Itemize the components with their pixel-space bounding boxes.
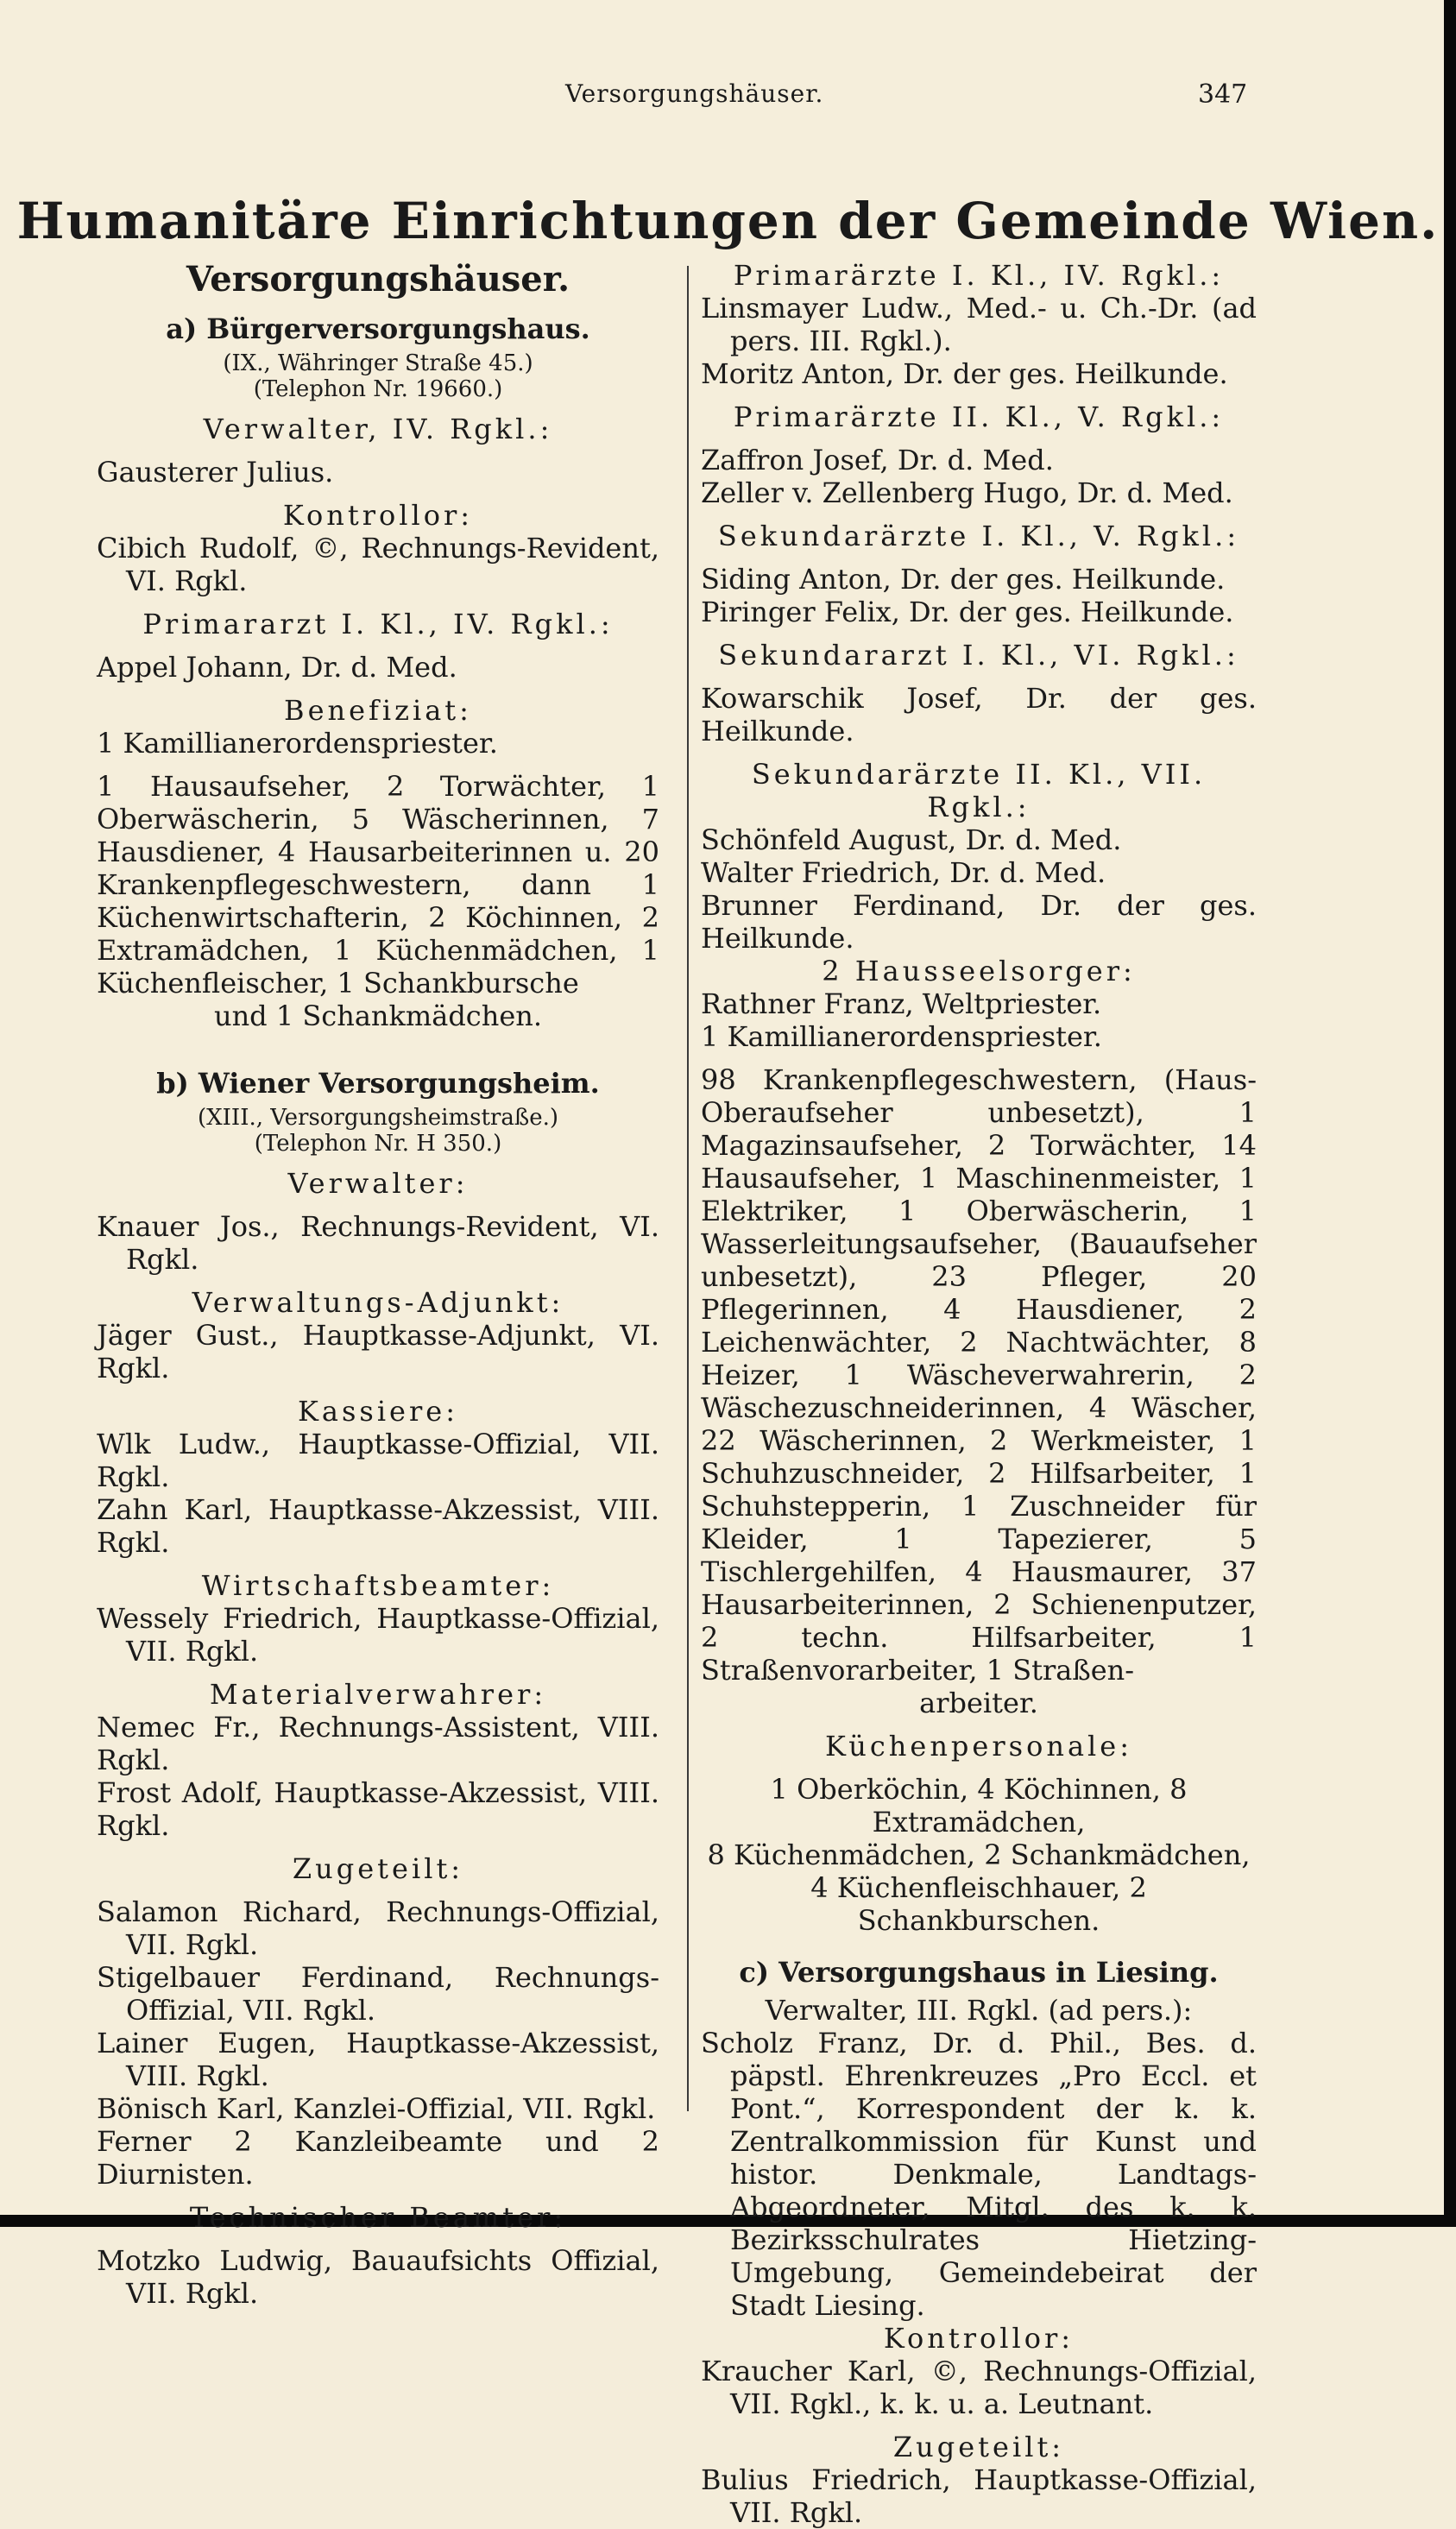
heading-primaraerzte-1: Primarärzte I. Kl., IV. Rgkl.: xyxy=(733,259,1225,292)
heading-primaraerzte-2: Primarärzte II. Kl., V. Rgkl.: xyxy=(733,400,1225,433)
entry-kueche-1: 1 Oberköchin, 4 Köchinnen, 8 Extramädchen, xyxy=(770,1773,1188,1838)
entry-sek3-b: Walter Friedrich, Dr. d. Med. xyxy=(701,856,1106,889)
staff-list-a-end: und 1 Schankmädchen. xyxy=(213,1000,543,1032)
heading-verwalter-b: Verwalter: xyxy=(287,1167,469,1200)
heading-verwalter-c: Verwalter, III. Rgkl. (ad pers.): xyxy=(765,1994,1193,2027)
staff-list-b: 98 Krankenpflegeschwestern, (Haus-Oberaufseher unbesetzt), 1 Magazinsaufseher, 2 Torwächter, 14 Hausaufseher, 1 Maschinenmeister, 1 Elektriker, 1 Oberwäscherin, 1 Wasserleitungsaufseher, (Bauaufseher unbesetzt), 23 Pfleger, 20 Pflegerinnen, 4 Hausdiener, 2 Leichenwächter, 2 Nachtwächter, 8 Heizer, 1 Wäscheverwahrerin, 2 Wäschezuschneiderinnen, 4 Wäscher, 22 Wäscherinnen, 2 Werkmeister, 1 Schuhzuschneider, 2 Hilfsarbeiter, 1 Schuhstepperin, 1 Zuschneider für Kleider, 1 Tapezierer, 5 Tischlergehilfen, 4 Hausmaurer, 37 Hausarbeiterinnen, 2 Schienenputzer, 2 techn. Hilfsarbeiter, 1 Straßenvorarbeiter, 1 Straßen- xyxy=(701,1063,1257,1687)
entry-kueche-3: 4 Küchenfleischhauer, 2 Schankburschen. xyxy=(810,1871,1147,1937)
entry-zugeteilt-c: Bulius Friedrich, Hauptkasse-Offizial, VII. Rgkl. xyxy=(701,2463,1257,2529)
entry-kueche-2: 8 Küchenmädchen, 2 Schankmädchen, xyxy=(707,1838,1251,1871)
entry-sek1-b: Piringer Felix, Dr. der ges. Heilkunde. xyxy=(701,596,1234,628)
entry-kassier-2: Zahn Karl, Hauptkasse-Akzessist, VIII. Rgkl. xyxy=(97,1493,659,1559)
entry-zugeteilt-2: Stigelbauer Ferdinand, Rechnungs-Offizial, VII. Rgkl. xyxy=(97,1961,659,2027)
heading-adjunkt-b: Verwaltungs-Adjunkt: xyxy=(192,1286,564,1319)
entry-verwalter-b: Knauer Jos., Rechnungs-Revident, VI. Rgkl. xyxy=(97,1210,659,1276)
entry-sek3-c: Brunner Ferdinand, Dr. der ges. Heilkunde. xyxy=(701,889,1257,955)
phone-a: (Telephon Nr. 19660.) xyxy=(253,376,503,402)
heading-sekundararzt-2: Sekundararzt I. Kl., VI. Rgkl.: xyxy=(718,639,1239,672)
page-title: Humanitäre Einrichtungen der Gemeinde Wien. xyxy=(16,192,1440,250)
entry-seelsorger-b: 1 Kamillianerordenspriester. xyxy=(701,1020,1102,1053)
phone-b: (Telephon Nr. H 350.) xyxy=(254,1131,502,1157)
heading-technisch-b: Technischer Beamter: xyxy=(189,2201,567,2234)
staff-list-a: 1 Hausaufseher, 2 Torwächter, 1 Oberwäscherin, 5 Wäscherinnen, 7 Hausdiener, 4 Hausarbeiterinnen u. 20 Krankenpflegeschwestern, dann 1 Küchenwirtschafterin, 2 Köchinnen, 2 Extramädchen, 1 Küchenmädchen, 1 Küchenfleischer, 1 Schankbursche xyxy=(97,770,659,1000)
entry-wirtschaft-b: Wessely Friedrich, Hauptkasse-Offizial, VII. Rgkl. xyxy=(97,1602,659,1668)
entry-primar2-a: Zaffron Josef, Dr. d. Med. xyxy=(701,444,1054,476)
entry-benefiziat-a: 1 Kamillianerordenspriester. xyxy=(97,727,498,760)
entry-primararzt-a: Appel Johann, Dr. d. Med. xyxy=(97,651,457,684)
entry-kontrollor-c: Kraucher Karl, ©, Rechnungs-Offizial, VII. Rgkl., k. k. u. a. Leutnant. xyxy=(701,2355,1257,2420)
staff-list-b-end: arbeiter. xyxy=(919,1687,1038,1719)
entry-sek2-a: Kowarschik Josef, Dr. der ges. Heilkunde. xyxy=(701,682,1257,747)
entry-zugeteilt-5: Ferner 2 Kanzleibeamte und 2 Diurnisten. xyxy=(97,2125,659,2191)
entry-kontrollor-a: Cibich Rudolf, ©, Rechnungs-Revident, VI. Rgkl. xyxy=(97,532,659,597)
heading-benefiziat-a: Benefiziat: xyxy=(284,694,472,727)
entry-zugeteilt-4: Bönisch Karl, Kanzlei-Offizial, VII. Rgkl. xyxy=(97,2092,656,2125)
left-column xyxy=(97,259,659,2310)
section-title: Versorgungshäuser. xyxy=(186,259,570,300)
heading-sekundaraerzte-3: Sekundarärzte II. Kl., VII. Rgkl.: xyxy=(751,758,1207,823)
entry-primar1-b: Moritz Anton, Dr. der ges. Heilkunde. xyxy=(701,357,1228,390)
entry-technisch-b: Motzko Ludwig, Bauaufsichts Offizial, VII. Rgkl. xyxy=(97,2244,659,2310)
heading-sekundaraerzte-1: Sekundarärzte I. Kl., V. Rgkl.: xyxy=(717,520,1240,552)
subsection-a-title: a) Bürgerversorgungshaus. xyxy=(166,312,590,345)
address-b: (XIII., Versorgungsheimstraße.) xyxy=(198,1105,558,1131)
entry-sek1-a: Siding Anton, Dr. der ges. Heilkunde. xyxy=(701,563,1226,596)
heading-kontrollor-c: Kontrollor: xyxy=(883,2322,1075,2355)
heading-wirtschaft-b: Wirtschaftsbeamter: xyxy=(201,1569,555,1602)
entry-zugeteilt-1: Salamon Richard, Rechnungs-Offizial, VII. Rgkl. xyxy=(97,1895,659,1961)
entry-primar1-a: Linsmayer Ludw., Med.- u. Ch.-Dr. (ad pers. III. Rgkl.). xyxy=(701,292,1257,357)
heading-kuechenpersonale: Küchenpersonale: xyxy=(825,1730,1132,1763)
entry-sek3-a: Schönfeld August, Dr. d. Med. xyxy=(701,823,1122,856)
heading-zugeteilt-b: Zugeteilt: xyxy=(292,1852,464,1885)
heading-zugeteilt-c: Zugeteilt: xyxy=(892,2431,1065,2463)
column-divider xyxy=(687,266,689,2111)
entry-seelsorger-a: Rathner Franz, Weltpriester. xyxy=(701,987,1102,1020)
entry-material-2: Frost Adolf, Hauptkasse-Akzessist, VIII. Rgkl. xyxy=(97,1776,659,1842)
entry-verwalter-a: Gausterer Julius. xyxy=(97,456,334,489)
heading-primararzt-a: Primararzt I. Kl., IV. Rgkl.: xyxy=(142,608,614,640)
subsection-c-title: c) Versorgungshaus in Liesing. xyxy=(739,1956,1219,1989)
entry-kassier-1: Wlk Ludw., Hauptkasse-Offizial, VII. Rgkl. xyxy=(97,1428,659,1493)
right-column xyxy=(701,259,1257,2529)
entry-adjunkt-b: Jäger Gust., Hauptkasse-Adjunkt, VI. Rgkl. xyxy=(97,1319,659,1384)
heading-kassiere-b: Kassiere: xyxy=(297,1395,458,1428)
entry-verwalter-c: Scholz Franz, Dr. d. Phil., Bes. d. päpstl. Ehrenkreuzes „Pro Eccl. et Pont.“, Korrespondent der k. k. Zentralkommission für Kunst und histor. Denkmale, Landtags-Abgeordneter, Mitgl. des k. k. Bezirksschulrates Hietzing-Umgebung, Gemeindebeirat der Stadt Liesing. xyxy=(701,2027,1257,2322)
subsection-b-title: b) Wiener Versorgungsheim. xyxy=(156,1067,600,1100)
heading-material-b: Materialverwahrer: xyxy=(209,1678,547,1711)
page-number: 347 xyxy=(1198,79,1248,110)
heading-kontrollor-a: Kontrollor: xyxy=(282,499,474,532)
running-head: Versorgungshäuser. xyxy=(565,79,824,108)
heading-seelsorger: 2 Hausseelsorger: xyxy=(822,955,1136,987)
heading-verwalter-a: Verwalter, IV. Rgkl.: xyxy=(203,413,553,445)
entry-material-1: Nemec Fr., Rechnungs-Assistent, VIII. Rgkl. xyxy=(97,1711,659,1776)
address-a: (IX., Währinger Straße 45.) xyxy=(223,350,533,376)
entry-zugeteilt-3: Lainer Eugen, Hauptkasse-Akzessist, VIII. Rgkl. xyxy=(97,2027,659,2092)
entry-primar2-b: Zeller v. Zellenberg Hugo, Dr. d. Med. xyxy=(701,476,1233,509)
running-header xyxy=(0,79,1456,114)
